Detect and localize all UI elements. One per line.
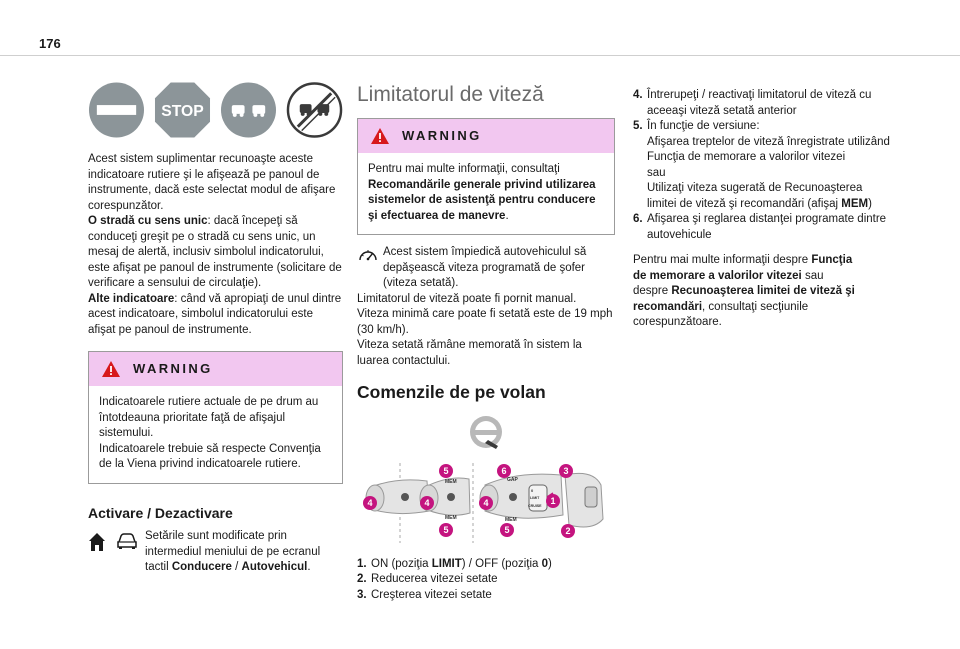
list-item [357,557,615,573]
off-label: 0 [531,487,534,493]
mem-display: MEM [841,197,869,210]
memory-text: Viteza setată rămâne memorată în sistem la luarea contactului. [357,339,582,367]
list-content: Reducerea vitezei setate [371,573,498,585]
steering-controls-diagram [357,415,615,545]
item-text: ) / OFF (poziţia [461,557,542,570]
item-text: sau [647,166,666,179]
mem-label-bottom: MEM [445,514,457,521]
badge-2: 2 [565,525,571,536]
badge-5: 5 [443,465,449,476]
page-number: 176 [39,36,61,51]
other-signs-label: Alte indicatoare [88,292,175,305]
more-info-text [633,253,858,331]
stop-sign-text: STOP [161,102,204,120]
road-signs-row [88,80,343,140]
warning-body [358,153,614,234]
badge-5: 5 [443,524,449,535]
info-row [357,245,615,292]
steering-wheel-icon [470,416,502,449]
warning-text-main: Pentru mai multe informaţii, consultaţi [368,163,560,175]
mem-label-c: MEM [505,516,517,523]
list-item [357,572,615,588]
limit-label: LIMIT [530,495,540,500]
one-way-paragraph [88,214,343,292]
badge-3: 3 [563,465,569,476]
warning-line-priority: Indicatoarele rutiere actuale de pe drum au întotdeauna prioritate faţă de afişajul sistemului. [99,396,319,439]
controls-list [357,557,615,604]
cruise-label: CRUISE [528,503,542,508]
memory-function-ref: Funcţia de memorare a valorilor vitezei [633,254,853,282]
stop-sign-icon [154,81,211,139]
off-position: 0 [541,557,549,570]
list-content: Creşterea vitezei setate [371,588,492,601]
warning-period: . [505,209,509,222]
menu-vehicle: Autovehicul [241,561,308,573]
warning-line-vienna: Indicatoarele trebuie să respecte Convenţia de la Viena privind indicatoarele rutiere. [99,442,321,470]
warning-box-signs [88,351,343,484]
item-text [647,181,893,212]
gap-label: GAP [507,476,518,483]
list-item [633,119,893,212]
activation-heading: Activare / Dezactivare [88,504,233,521]
warning-header [89,352,342,386]
list-number: 1. [357,557,367,570]
list-number: 5. [633,120,643,132]
activation-icons [88,529,138,552]
menu-separator: / [231,561,242,573]
item-text: Afişarea treptelor de viteză înregistrate utilizând Funcţia de memorare a valorilor vitezei [647,135,890,163]
manual-start-text: Limitatorul de viteză poate fi pornit manual. [357,292,577,305]
warning-box-limiter [357,118,615,235]
column-left [88,80,343,576]
more-info-mid: sau despre [633,269,824,297]
warning-triangle-icon [101,360,121,378]
badge-6: 6 [501,465,507,476]
list-item [633,212,893,243]
steering-controls-illustration [357,415,615,545]
activation-row [88,529,343,576]
min-speed-text: Viteza minimă care poate fi setată este de 19 mph (30 km/h). [357,308,613,336]
no-entry-sign-icon [88,81,145,139]
home-icon [88,532,106,552]
limit-position: LIMIT [431,557,462,570]
list-content [647,119,893,212]
one-way-text: : dacă începeţi să conduceţi greşit pe o stradă cu sens unic, un mesaj de alertă, inclusiv simbolul indicatorului, este afişat pe panoul de instrumente (solicitare de verificare a sensului de circulaţie). [88,215,342,289]
warning-triangle-icon [370,127,390,145]
menu-driving: Conducere [171,561,232,573]
no-overtaking-sign-icon [220,81,277,139]
item-text: În funcţie de versiune: [647,120,760,132]
badge-4: 4 [483,497,489,508]
badge-1: 1 [550,495,556,506]
item-text-main: Utilizaţi viteza sugerată de Recunoaşterea limitei de viteză şi recomandări (afişaj [647,182,863,210]
more-info-main: Pentru mai multe informaţii despre [633,254,812,266]
warning-body [89,386,342,483]
other-signs-text: : când vă apropiaţi de unul dintre acest indicatoare, simbolul indicatorului este afişat pe panoul de instrumente. [88,292,342,336]
more-info-end: , consultaţi secţiunile corespunzătoare. [633,300,809,328]
warning-text [368,162,604,224]
item-text: ) [548,557,552,570]
info-text: Acest sistem împiedică autovehiculul să depăşească viteza programată de şofer (viteza setată). [383,246,587,289]
warning-title: WARNING [402,128,482,144]
column-middle [357,80,615,603]
list-content: Afişarea şi reglarea distanţei programate dintre autovehicule [647,213,887,241]
item-text-end: ) [868,197,872,210]
activation-text-main: Setările sunt modificate prin intermediul meniului de pe ecranul tactil [145,530,321,573]
warning-reference: Recomandările generale privind utilizarea sistemelor de asistenţă pentru conducere şi efectuarea de manevre [368,178,596,222]
end-of-no-overtaking-sign-icon [286,81,343,139]
activation-period: . [307,561,311,573]
one-way-label: O stradă cu sens unic [88,215,208,227]
list-number: 4. [633,89,643,101]
controls-heading: Comenzile de pe volan [357,382,546,402]
speed-limit-recognition-ref: Recunoaşterea limitei de viteză şi recomandări [633,285,855,313]
list-item [633,88,893,119]
list-number: 3. [357,588,367,601]
list-content: Întrerupeţi / reactivaţi limitatorul de viteză cu aceeaşi viteză setată anterior [647,89,872,117]
badge-5: 5 [504,524,510,535]
mem-label-top: MEM [445,478,457,485]
list-content [371,557,615,573]
warning-header [358,119,614,153]
intro-text: Acest sistem suplimentar recunoaşte aceste indicatoare rutiere şi le afişează pe panoul de instrumente, dacă este selectat modul de afişare corespunzător. [88,153,336,212]
car-icon [116,532,138,550]
badge-4: 4 [367,497,373,508]
warning-title: WARNING [133,361,213,377]
badge-4: 4 [424,497,430,508]
header-divider [0,55,960,56]
list-item [357,588,615,604]
list-number: 6. [633,213,643,225]
speedometer-icon [357,245,379,267]
activation-text [145,529,343,576]
controls-list-continued [633,88,893,243]
column-right [633,88,893,331]
other-signs-paragraph [88,292,343,339]
item-text: ON (poziţia [371,557,432,570]
list-number: 2. [357,573,367,585]
thumbwheel [565,473,603,527]
section-title: Limitatorul de viteză [357,83,544,106]
